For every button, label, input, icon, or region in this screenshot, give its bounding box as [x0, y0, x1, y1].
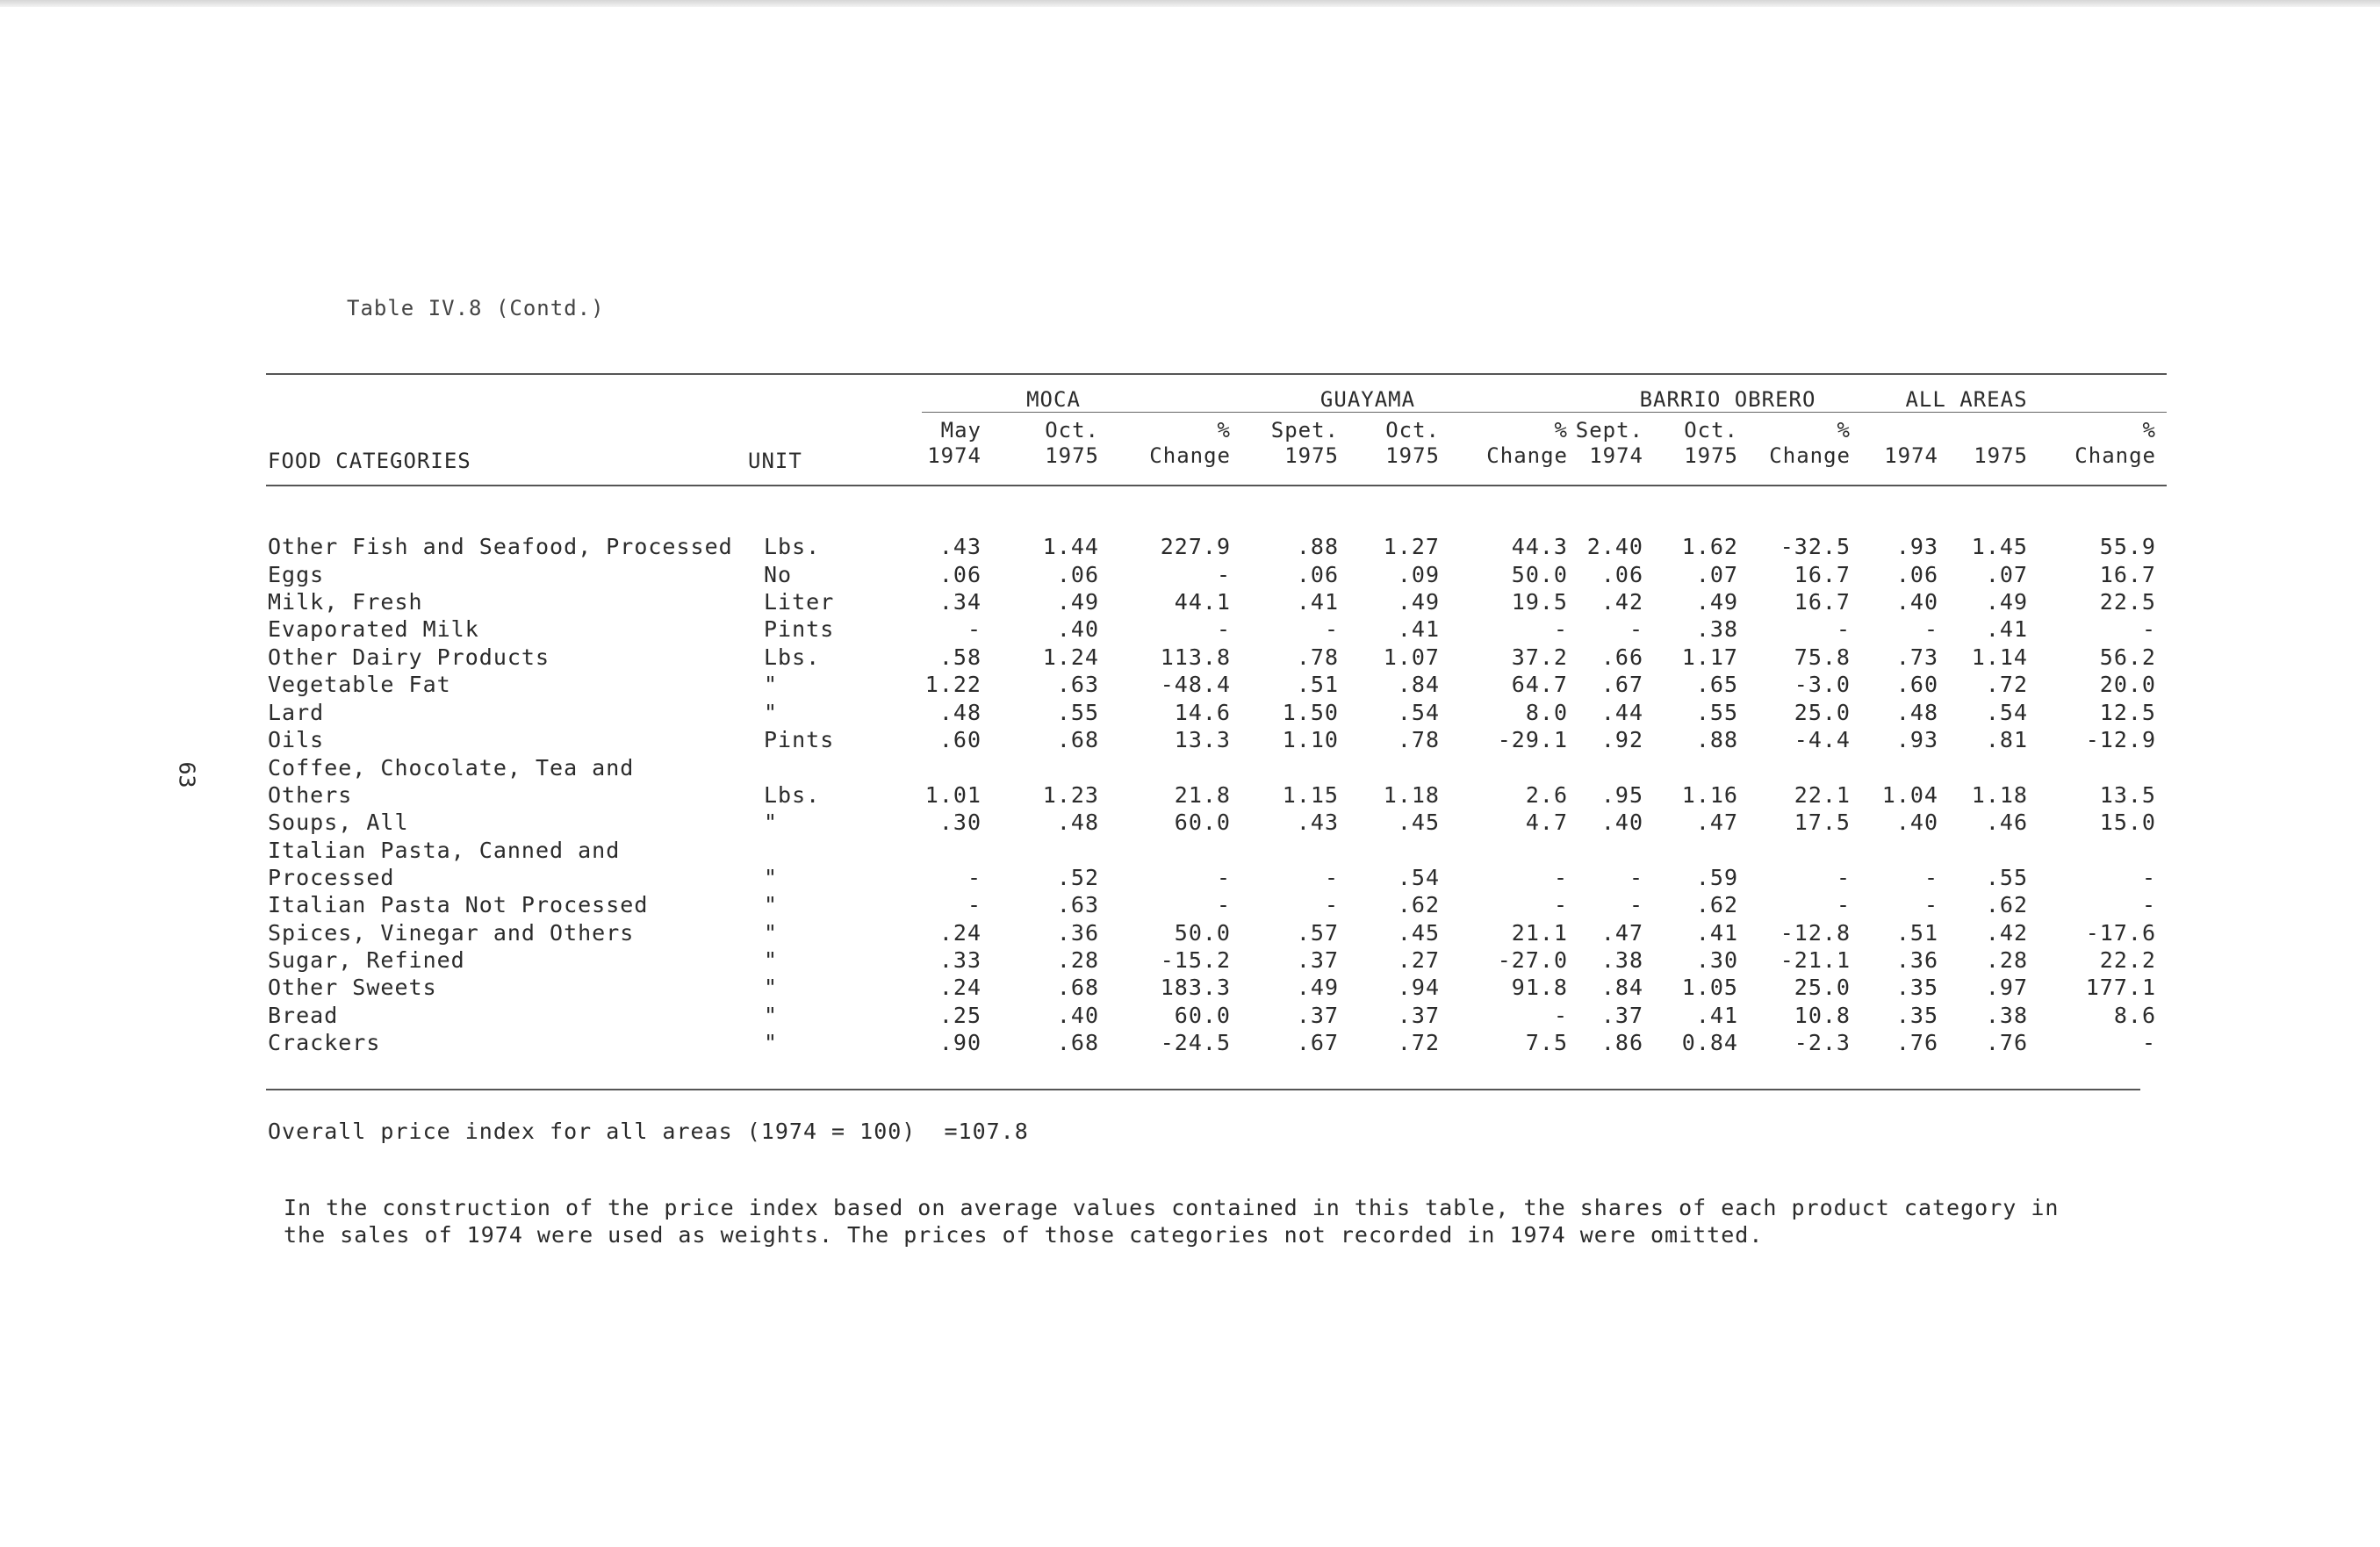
table-top-rule: [266, 373, 2167, 375]
table-cell: 22.5: [2099, 589, 2156, 615]
table-cell: .62: [1695, 892, 1738, 917]
footnote-line-1: In the construction of the price index based on average values contained in this table, the shares of each product category in: [284, 1195, 2060, 1220]
column-header-top: %: [1554, 418, 1568, 443]
table-cell: .06: [1895, 562, 1938, 587]
scan-top-edge: [0, 0, 2380, 7]
table-cell: .42: [1985, 920, 2028, 946]
column-header-bottom: 1974: [1884, 443, 1938, 468]
table-cell: -17.6: [2085, 920, 2156, 946]
table-cell: .60: [1895, 672, 1938, 697]
row-unit: Lbs.: [764, 644, 821, 670]
row-unit: ": [764, 672, 779, 697]
table-cell: .81: [1985, 727, 2028, 752]
table-cell: .33: [938, 947, 981, 973]
table-cell: 20.0: [2099, 672, 2156, 697]
group-header: GUAYAMA: [1319, 387, 1416, 412]
table-cell: 1.16: [1681, 782, 1738, 808]
row-label: Others: [268, 782, 353, 808]
row-label: Vegetable Fat: [268, 672, 451, 697]
table-cell: .47: [1695, 809, 1738, 835]
table-cell: -24.5: [1160, 1030, 1231, 1055]
table-cell: 1.14: [1971, 644, 2028, 670]
row-unit: Liter: [764, 589, 835, 615]
column-header-bottom: 1975: [1684, 443, 1738, 468]
table-cell: 1.04: [1881, 782, 1938, 808]
table-cell: -: [1324, 892, 1339, 917]
row-unit: ": [764, 947, 779, 973]
table-cell: .38: [1600, 947, 1643, 973]
table-cell: 44.1: [1174, 589, 1231, 615]
row-label: Spices, Vinegar and Others: [268, 920, 635, 946]
table-cell: 2.40: [1586, 534, 1643, 559]
row-label: Milk, Fresh: [268, 589, 423, 615]
row-unit: ": [764, 865, 779, 890]
table-cell: -: [1553, 616, 1568, 642]
table-cell: -: [2141, 892, 2156, 917]
table-cell: 1.50: [1282, 700, 1339, 725]
column-header-top: May: [940, 418, 981, 443]
table-cell: 60.0: [1174, 1003, 1231, 1028]
table-bottom-rule: [266, 1089, 2140, 1090]
table-cell: .76: [1985, 1030, 2028, 1055]
table-cell: .58: [938, 644, 981, 670]
table-cell: 13.5: [2099, 782, 2156, 808]
table-cell: .62: [1985, 892, 2028, 917]
table-cell: 4.7: [1525, 809, 1568, 835]
table-cell: 1.07: [1383, 644, 1440, 670]
table-cell: .40: [1056, 616, 1099, 642]
row-unit: No: [764, 562, 793, 587]
table-cell: .24: [938, 920, 981, 946]
table-cell: -27.0: [1497, 947, 1568, 973]
table-cell: 1.05: [1681, 975, 1738, 1000]
table-cell: .37: [1296, 1003, 1339, 1028]
table-cell: .06: [1600, 562, 1643, 587]
column-header-bottom: 1974: [1589, 443, 1643, 468]
table-cell: 21.1: [1511, 920, 1568, 946]
table-cell: 8.0: [1525, 700, 1568, 725]
table-cell: .86: [1600, 1030, 1643, 1055]
table-cell: .67: [1600, 672, 1643, 697]
table-cell: 25.0: [1794, 700, 1851, 725]
table-cell: .35: [1895, 975, 1938, 1000]
group-header: MOCA: [1026, 387, 1081, 412]
table-cell: -: [967, 616, 981, 642]
table-cell: 16.7: [2099, 562, 2156, 587]
row-unit: Lbs.: [764, 782, 821, 808]
table-cell: 22.2: [2099, 947, 2156, 973]
table-cell: 13.3: [1174, 727, 1231, 752]
table-cell: .72: [1985, 672, 2028, 697]
table-cell: .55: [1056, 700, 1099, 725]
table-cell: 50.0: [1174, 920, 1231, 946]
table-cell: .34: [938, 589, 981, 615]
row-label: Soups, All: [268, 809, 409, 835]
table-cell: 7.5: [1525, 1030, 1568, 1055]
table-cell: 91.8: [1511, 975, 1568, 1000]
table-cell: -: [1216, 562, 1231, 587]
table-cell: -: [1923, 892, 1938, 917]
row-unit: ": [764, 920, 779, 946]
table-cell: .09: [1397, 562, 1440, 587]
table-cell: .97: [1985, 975, 2028, 1000]
table-cell: .24: [938, 975, 981, 1000]
table-cell: -: [967, 865, 981, 890]
table-cell: -32.5: [1780, 534, 1851, 559]
table-cell: .93: [1895, 727, 1938, 752]
table-cell: .88: [1296, 534, 1339, 559]
column-header-bottom: Change: [2074, 443, 2156, 468]
table-cell: .63: [1056, 672, 1099, 697]
column-header-bottom: 1975: [1974, 443, 2028, 468]
table-cell: .60: [938, 727, 981, 752]
table-cell: -: [1553, 1003, 1568, 1028]
table-cell: 75.8: [1794, 644, 1851, 670]
row-label: Evaporated Milk: [268, 616, 479, 642]
table-cell: 55.9: [2099, 534, 2156, 559]
row-label: Oils: [268, 727, 325, 752]
row-unit: ": [764, 700, 779, 725]
table-cell: .49: [1695, 589, 1738, 615]
table-cell: .45: [1397, 809, 1440, 835]
table-cell: .30: [938, 809, 981, 835]
table-cell: -: [1553, 892, 1568, 917]
table-cell: 2.6: [1525, 782, 1568, 808]
table-cell: .25: [938, 1003, 981, 1028]
row-unit: ": [764, 892, 779, 917]
row-unit: ": [764, 975, 779, 1000]
table-cell: .95: [1600, 782, 1643, 808]
table-cell: -: [1324, 616, 1339, 642]
table-cell: .45: [1397, 920, 1440, 946]
column-header-bottom: 1975: [1385, 443, 1440, 468]
row-label: Other Sweets: [268, 975, 437, 1000]
table-cell: .42: [1600, 589, 1643, 615]
table-cell: .68: [1056, 727, 1099, 752]
column-header-bottom: Change: [1149, 443, 1231, 468]
table-cell: .43: [938, 534, 981, 559]
table-cell: 227.9: [1160, 534, 1231, 559]
table-cell: -: [1216, 892, 1231, 917]
unit-header: UNIT: [748, 449, 802, 473]
table-cell: .40: [1600, 809, 1643, 835]
food-categories-header: FOOD CATEGORIES: [268, 449, 471, 473]
column-header-bottom: 1974: [927, 443, 981, 468]
table-cell: .78: [1397, 727, 1440, 752]
table-cell: .84: [1397, 672, 1440, 697]
row-label: Processed: [268, 865, 395, 890]
table-cell: .49: [1985, 589, 2028, 615]
row-label: Lard: [268, 700, 325, 725]
row-unit: ": [764, 1030, 779, 1055]
column-header-top: %: [1217, 418, 1231, 443]
table-cell: 1.18: [1383, 782, 1440, 808]
table-cell: .48: [1056, 809, 1099, 835]
table-cell: .30: [1695, 947, 1738, 973]
table-cell: .94: [1397, 975, 1440, 1000]
table-cell: -: [1216, 616, 1231, 642]
table-cell: .55: [1695, 700, 1738, 725]
table-cell: -48.4: [1160, 672, 1231, 697]
table-cell: .07: [1985, 562, 2028, 587]
row-unit: Pints: [764, 727, 835, 752]
table-cell: .40: [1056, 1003, 1099, 1028]
column-header-top: Oct.: [1385, 418, 1440, 443]
table-caption: Table IV.8 (Contd.): [347, 296, 605, 320]
row-label: Italian Pasta Not Processed: [268, 892, 649, 917]
column-header-bottom: Change: [1486, 443, 1568, 468]
table-cell: .36: [1056, 920, 1099, 946]
table-cell: .67: [1296, 1030, 1339, 1055]
table-cell: -: [2141, 865, 2156, 890]
table-cell: .88: [1695, 727, 1738, 752]
column-header-bottom: Change: [1769, 443, 1851, 468]
table-cell: .51: [1296, 672, 1339, 697]
table-cell: .46: [1985, 809, 2028, 835]
table-cell: .35: [1895, 1003, 1938, 1028]
table-cell: 14.6: [1174, 700, 1231, 725]
table-cell: 21.8: [1174, 782, 1231, 808]
table-cell: .43: [1296, 809, 1339, 835]
table-cell: .44: [1600, 700, 1643, 725]
table-cell: .62: [1397, 892, 1440, 917]
table-cell: .54: [1397, 700, 1440, 725]
table-cell: 1.24: [1042, 644, 1099, 670]
table-cell: .54: [1397, 865, 1440, 890]
group-header: BARRIO OBRERO: [1639, 387, 1816, 412]
table-cell: .06: [938, 562, 981, 587]
table-cell: .78: [1296, 644, 1339, 670]
table-cell: -: [2141, 1030, 2156, 1055]
table-cell: .68: [1056, 1030, 1099, 1055]
table-cell: .49: [1397, 589, 1440, 615]
table-cell: .93: [1895, 534, 1938, 559]
table-cell: .49: [1056, 589, 1099, 615]
table-cell: 56.2: [2099, 644, 2156, 670]
table-cell: 1.45: [1971, 534, 2028, 559]
column-header-top: Spet.: [1270, 418, 1339, 443]
table-cell: -: [1553, 865, 1568, 890]
table-cell: .40: [1895, 809, 1938, 835]
group-header: ALL AREAS: [1905, 387, 2028, 412]
header-bottom-rule: [266, 485, 2167, 486]
table-cell: .28: [1056, 947, 1099, 973]
table-cell: -15.2: [1160, 947, 1231, 973]
row-label: Other Fish and Seafood, Processed: [268, 534, 733, 559]
table-cell: 8.6: [2113, 1003, 2156, 1028]
table-cell: 15.0: [2099, 809, 2156, 835]
table-cell: .49: [1296, 975, 1339, 1000]
table-cell: .27: [1397, 947, 1440, 973]
table-cell: -: [1629, 892, 1643, 917]
column-header-top: %: [2142, 418, 2156, 443]
table-cell: .06: [1056, 562, 1099, 587]
table-cell: .84: [1600, 975, 1643, 1000]
table-cell: .73: [1895, 644, 1938, 670]
table-cell: .52: [1056, 865, 1099, 890]
table-cell: 12.5: [2099, 700, 2156, 725]
table-cell: 1.23: [1042, 782, 1099, 808]
column-header-bottom: 1975: [1284, 443, 1339, 468]
table-cell: .41: [1296, 589, 1339, 615]
row-label: Crackers: [268, 1030, 381, 1055]
table-cell: -12.9: [2085, 727, 2156, 752]
row-label: Coffee, Chocolate, Tea and: [268, 755, 635, 781]
table-cell: .65: [1695, 672, 1738, 697]
row-label: Other Dairy Products: [268, 644, 550, 670]
table-cell: .06: [1296, 562, 1339, 587]
table-cell: .38: [1985, 1003, 2028, 1028]
table-cell: .59: [1695, 865, 1738, 890]
table-cell: 1.62: [1681, 534, 1738, 559]
table-cell: -: [1216, 865, 1231, 890]
table-cell: .37: [1600, 1003, 1643, 1028]
table-cell: -: [1923, 616, 1938, 642]
table-cell: 16.7: [1794, 562, 1851, 587]
table-cell: .57: [1296, 920, 1339, 946]
table-cell: 25.0: [1794, 975, 1851, 1000]
table-cell: 0.84: [1681, 1030, 1738, 1055]
overall-price-index: Overall price index for all areas (1974 = 100) =107.8: [268, 1119, 1029, 1144]
table-cell: .38: [1695, 616, 1738, 642]
table-cell: 1.10: [1282, 727, 1339, 752]
table-cell: 1.44: [1042, 534, 1099, 559]
table-cell: .37: [1397, 1003, 1440, 1028]
table-cell: 183.3: [1160, 975, 1231, 1000]
table-cell: .48: [938, 700, 981, 725]
table-cell: -12.8: [1780, 920, 1851, 946]
row-label: Italian Pasta, Canned and: [268, 838, 621, 863]
table-cell: -3.0: [1794, 672, 1851, 697]
table-cell: 22.1: [1794, 782, 1851, 808]
table-cell: 19.5: [1511, 589, 1568, 615]
table-cell: -: [1836, 865, 1851, 890]
table-cell: .37: [1296, 947, 1339, 973]
table-cell: 113.8: [1160, 644, 1231, 670]
table-cell: 37.2: [1511, 644, 1568, 670]
table-cell: -4.4: [1794, 727, 1851, 752]
table-cell: .48: [1895, 700, 1938, 725]
table-cell: .55: [1985, 865, 2028, 890]
table-cell: 1.15: [1282, 782, 1339, 808]
table-cell: .47: [1600, 920, 1643, 946]
column-header-top: Sept.: [1575, 418, 1643, 443]
table-cell: .07: [1695, 562, 1738, 587]
table-cell: 60.0: [1174, 809, 1231, 835]
table-cell: 16.7: [1794, 589, 1851, 615]
table-cell: -: [2141, 616, 2156, 642]
table-cell: 64.7: [1511, 672, 1568, 697]
row-unit: ": [764, 809, 779, 835]
table-cell: .90: [938, 1030, 981, 1055]
table-cell: 177.1: [2085, 975, 2156, 1000]
table-cell: 1.27: [1383, 534, 1440, 559]
table-cell: .41: [1397, 616, 1440, 642]
table-cell: .92: [1600, 727, 1643, 752]
table-cell: .76: [1895, 1030, 1938, 1055]
column-header-top: Oct.: [1684, 418, 1738, 443]
table-cell: -: [967, 892, 981, 917]
table-cell: -: [1324, 865, 1339, 890]
table-cell: .72: [1397, 1030, 1440, 1055]
column-header-bottom: 1975: [1045, 443, 1099, 468]
table-cell: -: [1629, 616, 1643, 642]
table-cell: .41: [1985, 616, 2028, 642]
table-cell: .41: [1695, 920, 1738, 946]
table-cell: .68: [1056, 975, 1099, 1000]
table-cell: -: [1836, 892, 1851, 917]
row-unit: Lbs.: [764, 534, 821, 559]
table-cell: .63: [1056, 892, 1099, 917]
table-cell: -2.3: [1794, 1030, 1851, 1055]
row-label: Eggs: [268, 562, 325, 587]
table-cell: 1.18: [1971, 782, 2028, 808]
column-header-top: %: [1837, 418, 1851, 443]
table-cell: -: [1923, 865, 1938, 890]
table-cell: -21.1: [1780, 947, 1851, 973]
table-cell: -: [1836, 616, 1851, 642]
table-cell: .41: [1695, 1003, 1738, 1028]
table-cell: 1.17: [1681, 644, 1738, 670]
row-label: Sugar, Refined: [268, 947, 465, 973]
table-cell: .28: [1985, 947, 2028, 973]
page-number: 63: [174, 761, 200, 788]
table-cell: .40: [1895, 589, 1938, 615]
table-cell: 44.3: [1511, 534, 1568, 559]
table-cell: .51: [1895, 920, 1938, 946]
table-cell: 50.0: [1511, 562, 1568, 587]
row-unit: ": [764, 1003, 779, 1028]
table-cell: 10.8: [1794, 1003, 1851, 1028]
column-header-top: Oct.: [1045, 418, 1099, 443]
table-cell: .66: [1600, 644, 1643, 670]
footnote-line-2: the sales of 1974 were used as weights. The prices of those categories not recorded in 1974 were omitted.: [284, 1222, 1764, 1248]
table-cell: -29.1: [1497, 727, 1568, 752]
table-cell: 1.01: [924, 782, 981, 808]
row-unit: Pints: [764, 616, 835, 642]
table-cell: .36: [1895, 947, 1938, 973]
row-label: Bread: [268, 1003, 339, 1028]
table-cell: .54: [1985, 700, 2028, 725]
table-cell: 1.22: [924, 672, 981, 697]
table-cell: 17.5: [1794, 809, 1851, 835]
table-cell: -: [1629, 865, 1643, 890]
